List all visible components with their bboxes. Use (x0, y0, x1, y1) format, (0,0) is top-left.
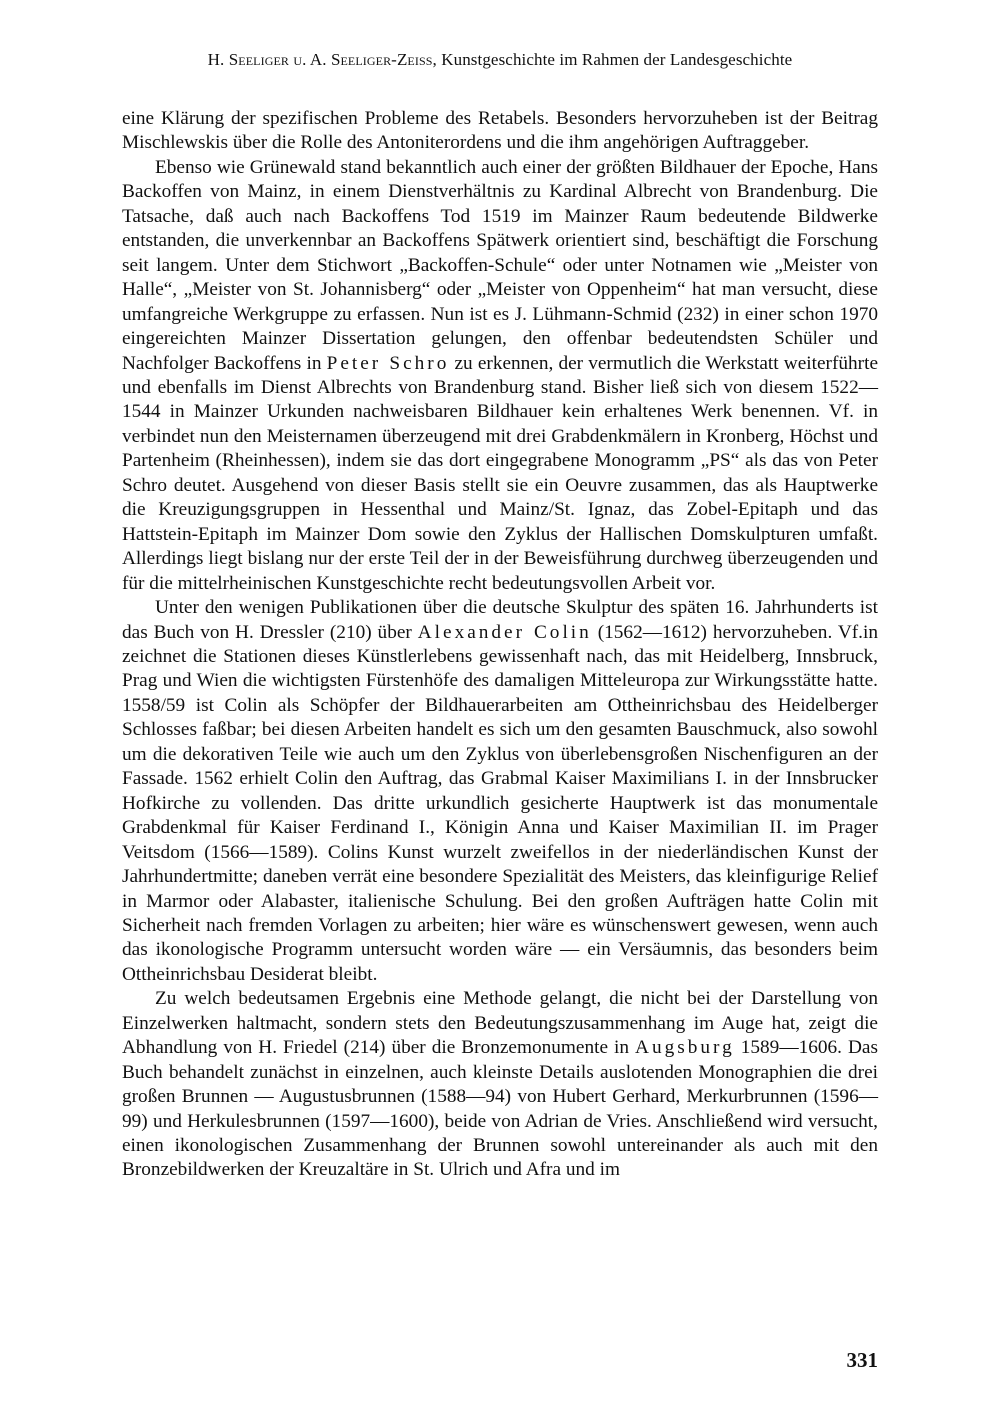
emphasized-name: Alexander Colin (417, 621, 592, 643)
paragraph-text: Ebenso wie Grünewald stand bekanntlich auch einer der größten Bildhauer der Epoche, Hans Backoffen von Mainz, in einem Dienstverhältnis zu Kardinal Albrecht von Brandenburg. Die Tatsache, daß auch nach Backoffens Tod 1519 im Mainzer Raum bedeutende Bildwerke entstanden, die unverkennbar an Backoffens Spätwerk orientiert sind, beschäftigt die Forschung seit langem. Unter dem Stichwort „Backoffen-Schule“ oder unter Notnamen wie „Meister von Halle“, „Meister von St. Johannisberg“ oder „Meister von Oppenheim“ hat man versucht, diese umfangreiche Werkgruppe zu erfassen. Nun ist es J. Lühmann-Schmid (232) in einer schon 1970 eingereichten Mainzer Dissertation gelungen, den offenbar bedeutendsten Schüler und Nachfolger Backoffens in (122, 156, 878, 374)
paragraph-text: 1589—1606. Das Buch behandelt zunächst in einzelnen, auch kleinste Details auslotenden Monographien die drei großen Brunnen — Augustusbrunnen (1588—94) von Hubert Gerhard, Merkurbrunnen (1596—99) und Herkulesbrunnen (1597—1600), beide von Adrian de Vries. Anschließend wird versucht, einen ikonologischen Zusammenhang der Brunnen sowohl untereinander als auch mit den Bronzebildwerken der Kreuzaltäre in St. Ulrich und Afra und im (122, 1037, 878, 1181)
paragraph-text: Unter den wenigen Publikationen über die deutsche Skulptur des späten 16. Jahrhunderts ist das Buch von H. Dressler (210) über (122, 597, 878, 643)
emphasized-name: Augsburg (635, 1037, 735, 1059)
paragraph-text: Zu welch bedeutsamen Ergebnis eine Methode gelangt, die nicht bei der Darstellung von Einzelwerken haltmacht, sondern stets den Bedeutungszusammenhang im Auge hat, zeigt die Abhandlung von H. Friedel (214) über die Bronzemonumente in (122, 988, 878, 1059)
paragraph (122, 596, 878, 987)
document-page (122, 0, 878, 1419)
running-head-authors: H. Seeliger u. A. Seeliger-Zeiss (207, 50, 433, 69)
body-text (122, 107, 878, 1183)
running-head-title: Kunstgeschichte im Rahmen der Landesgeschichte (441, 50, 793, 69)
emphasized-name: Peter Schro (326, 352, 450, 374)
paragraph (122, 107, 878, 156)
paragraph-text: (1562—1612) hervorzuheben. Vf.in zeichnet die Stationen dieses Künstlerlebens gewissenhaft nach, das mit Heidelberg, Innsbruck, Prag und Wien die wichtigsten Fürstenhöfe des damaligen Mitteleuropa zur Wirkungsstätte hatte. 1558/59 ist Colin als Schöpfer der Bildhauerarbeiten am Ottheinrichsbau des Heidelberger Schlosses faßbar; bei diesen Arbeiten handelt es sich um den gesamten Bauschmuck, also sowohl um die dekorativen Teile wie auch um den Zyklus von überlebensgroßen Nischenfiguren an der Fassade. 1562 erhielt Colin den Auftrag, das Grabmal Kaiser Maximilians I. in der Innsbrucker Hofkirche zu vollenden. Das dritte urkundlich gesicherte Hauptwerk ist das monumentale Grabdenkmal für Kaiser Ferdinand I., Königin Anna und Kaiser Maximilian II. im Prager Veitsdom (1566—1589). Colins Kunst wurzelt zweifellos in der niederländischen Kunst der Jahrhundertmitte; daneben verrät eine besondere Spezialität des Meisters, das kleinfigurige Relief in Marmor oder Alabaster, italienische Schulung. Bei den großen Aufträgen hatte Colin mit Sicherheit nach fremden Vorlagen zu arbeiten; hier wäre es wünschenswert gewesen, wenn auch das ikonologische Programm untersucht worden wäre — ein Versäumnis, das besonders beim Ottheinrichsbau Desiderat bleibt. (122, 621, 878, 985)
running-head (122, 50, 878, 70)
paragraph-text: eine Klärung der spezifischen Probleme des Retabels. Besonders hervorzuheben ist der Beitrag Mischlewskis über die Rolle des Antoniterordens und die ihm angehörigen Auftraggeber. (122, 108, 878, 154)
paragraph (122, 156, 878, 596)
paragraph (122, 987, 878, 1183)
paragraph-text: zu erkennen, der vermutlich die Werkstatt weiterführte und ebenfalls im Dienst Albrechts von Brandenburg stand. Bisher ließ sich von diesem 1522—1544 in Mainzer Urkunden nachweisbaren Bildhauer kein erhaltenes Werk benennen. Vf. in verbindet nun den Meisternamen überzeugend mit drei Grabdenkmälern in Kronberg, Höchst und Partenheim (Rheinhessen), indem sie das dort eingegrabene Monogramm „PS“ als das von Peter Schro deutet. Ausgehend von dieser Basis stellt sie ein Oeuvre zusammen, das als Hauptwerke die Kreuzigungsgruppen in Hessenthal und Mainz/St. Ignaz, das Zobel-Epitaph und das Hattstein-Epitaph im Mainzer Dom sowie den Zyklus der Hallischen Domskulpturen umfaßt. Allerdings liegt bislang nur der erste Teil der in der Beweisführung durchweg überzeugenden und für die mittelrheinischen Kunstgeschichte recht bedeutungsvollen Arbeit vor. (122, 352, 879, 594)
running-head-separator: , (432, 50, 442, 69)
page-number: 331 (846, 1348, 878, 1372)
